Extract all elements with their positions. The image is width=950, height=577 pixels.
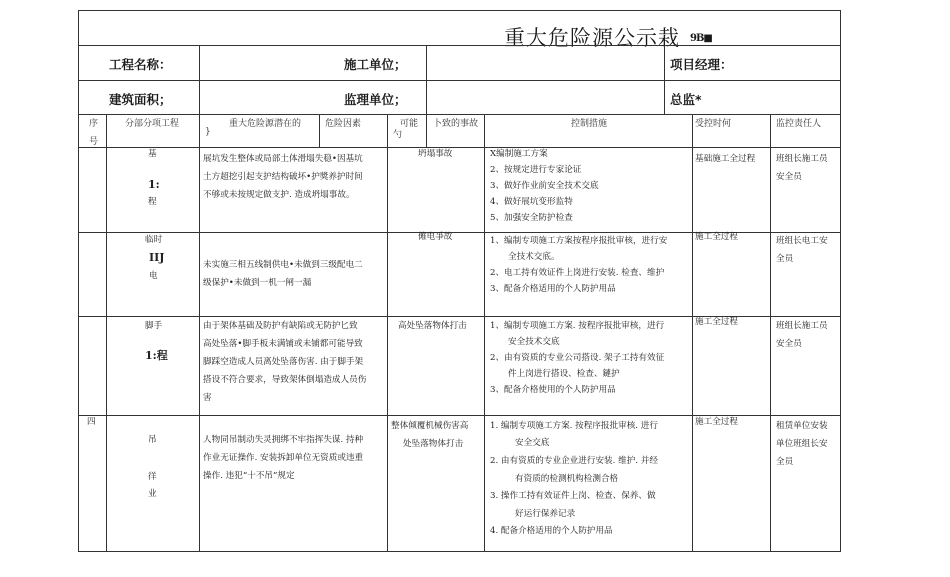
rule-col-measures [692,114,693,551]
row3-responsible-2: 安全员 [776,339,802,349]
building-area-label: 建筑面积； [109,92,172,107]
row2-division-2: IIJ [149,251,165,264]
row2-accident: 傩电爭故 [418,232,453,242]
row4-division-3: 业 [148,489,157,499]
row4-measure-5: 3. 操作工持有效证件上岗、检查、保养、做 [490,491,656,501]
supervision-unit-label: 监理单位； [344,92,407,107]
col-seq-1: 序 [89,119,99,129]
row1-measure-5: 5、加强安全防护检查 [490,213,573,223]
rule-header-row2 [79,114,840,115]
row1-accident: 坍塌事故 [418,149,453,159]
row3-division-2: 1:程 [145,349,168,362]
row1-hazard-1: 展坑发生整体或局部土体滑塌失稳•因基坑 [203,154,363,164]
row3-hazard-3: 脚踩空造成人员离处坠落伤害. 由于脚手架 [203,357,364,367]
row3-hazard-1: 由于架体基础及防护有缺陷或无防护匕致 [203,321,358,331]
row1-hazard-3: 不够或未按规定做支护. 造成坍塌事故。 [203,190,355,200]
row4-hazard-2: 作业无证操作. 安装拆卸单位无资质或违重 [203,453,364,463]
row4-responsible-2: 单位班组长安 [776,439,828,449]
row3-measure-3: 2、由有资质的专业公司搭设. 架子工持有效征 [490,353,665,363]
rule-col-factors [387,114,388,551]
row4-measure-2: 安全交底 [515,438,550,448]
row1-measure-4: 4、做好展坑变形监特 [490,197,573,207]
project-manager-label: 项目经理： [670,57,733,72]
row4-hazard-1: 人物同吊制动失灵拥绑不牢指挥失谋. 持种 [203,435,364,445]
row1-responsible-2: 安全员 [776,172,802,182]
rule-column-header [79,147,840,148]
col-hazard-2: } [205,127,211,137]
row3-measure-5: 3、配备介格使用的个人防护用品 [490,385,616,395]
rule-col-seq [106,114,107,551]
row2-measure-4: 3、配备介格适用的个人防护用品 [490,284,616,294]
row2-measure-3: 2、电工持有效证件上岗进行安装. 检査、维护 [490,268,665,278]
row1-responsible-1: 班组长施工员 [776,154,828,164]
rule-col-division [199,114,200,551]
row2-measure-1: 1、编制专项施工方案按程序报批审核，进行安 [490,236,668,246]
row4-measure-3: 2. 由有资质的专业企业进行安装. 维护. 并经 [490,456,658,466]
col-factors: 危险因素 [325,119,362,129]
row3-time: 施工全过程 [695,317,738,327]
row2-time: 施工全过程 [695,232,738,242]
chief-supervisor-label: 总监* [670,92,702,107]
row3-hazard-4: 搭设不符合要求，导致架体倒塌造成人员伤 [203,375,367,385]
page-title: 重大危险源公示栽 [504,26,680,50]
row4-measure-7: 4. 配备介格适用的个人防护用品 [490,526,613,536]
col-accident: 卜致的事故 [433,119,479,129]
col-responsible: 监控责任人 [776,119,822,129]
row3-measure-4: 件上岗进行搭设、检查、鏈护 [508,369,620,379]
rule-hdr-v2 [426,45,427,114]
row4-seq: 四 [87,417,96,427]
col-hazard-1: 重大危险源潜在的 [229,119,302,129]
col-control-time: 受控时何 [695,119,732,129]
hazard-notice-sheet [78,10,841,552]
row3-accident: 高处坠落物体打击 [398,321,467,331]
row3-hazard-2: 高处坠落•脚手板未满铺或未铺都可能导致 [203,339,363,349]
row4-division-2: 徉 [148,472,157,482]
row3-responsible-1: 班组长施工员 [776,321,828,331]
row1-division-3: 程 [148,197,157,207]
row1-division-2: 1: [148,178,160,191]
row1-hazard-2: 土方超挖引起支护结构破坏•护獎养护时间 [203,172,363,182]
row4-responsible-3: 全员 [776,457,794,467]
col-seq-2: 号 [89,137,99,147]
row3-measure-2: 安全技术交底 [508,337,560,347]
row2-hazard-1: 未实施三相五线制供电•未做到三级配电二 [203,260,363,270]
row4-division-1: 吊 [148,435,157,445]
row1-measure-3: 3、做好作业前安全技术交底 [490,181,599,191]
row3-hazard-5: 害 [203,393,212,403]
row2-division-3: 电 [149,271,158,281]
col-measures: 控制措施 [571,119,608,129]
rule-title-bottom [79,45,840,46]
row4-measure-4: 有资质的检测机构检测合格 [515,474,619,484]
rule-col-hazard [319,114,320,148]
row2-hazard-2: 级保护•未做到一机一闸一漏 [203,278,312,288]
rule-header-row1 [79,80,840,81]
row2-responsible-1: 班组长电工安 [776,236,828,246]
row1-division-1: 基 [148,149,157,159]
rule-hdr-v3 [664,45,665,114]
row4-accident-2: 处坠落物体打击 [403,439,464,449]
row4-hazard-3: 操作. 违犯“十不吊”规定 [203,471,295,481]
row1-measure-1: X编制施工方案 [490,149,548,159]
row4-accident-1: 整体倾覆机械伤害高 [391,421,469,431]
rule-hdr-v1 [199,45,200,114]
row4-time: 施工全过程 [695,417,738,427]
col-possible-2: 勺 [393,130,403,140]
row4-responsible-1: 租赁单位安装 [776,421,828,431]
row4-measure-1: 1. 编制专项施工方案. 按程序报批审核. 进行 [490,421,658,431]
rule-col-accident [484,114,485,551]
col-possible-1: 可能 [400,119,419,129]
title-mark: 9B■ [690,33,712,44]
rule-col-time [770,114,771,551]
row3-division-1: 脚手 [145,321,163,331]
row1-time: 基础施工全过程 [695,154,756,164]
row2-division-1: 临时 [145,235,163,245]
rule-col-possible [426,114,427,148]
project-name-label: 工程名称： [109,57,172,72]
row1-measure-2: 2、按规定进行专家论证 [490,165,582,175]
row2-measure-2: 全技术交底。 [508,252,560,262]
col-division: 分部分项工程 [125,119,180,129]
row2-responsible-2: 全员 [776,254,794,264]
construction-unit-label: 施工单位； [344,57,407,72]
row4-measure-6: 好运行保养记录 [515,509,576,519]
row3-measure-1: 1、编制专项施工方案. 按程序报批审核，进行 [490,321,665,331]
